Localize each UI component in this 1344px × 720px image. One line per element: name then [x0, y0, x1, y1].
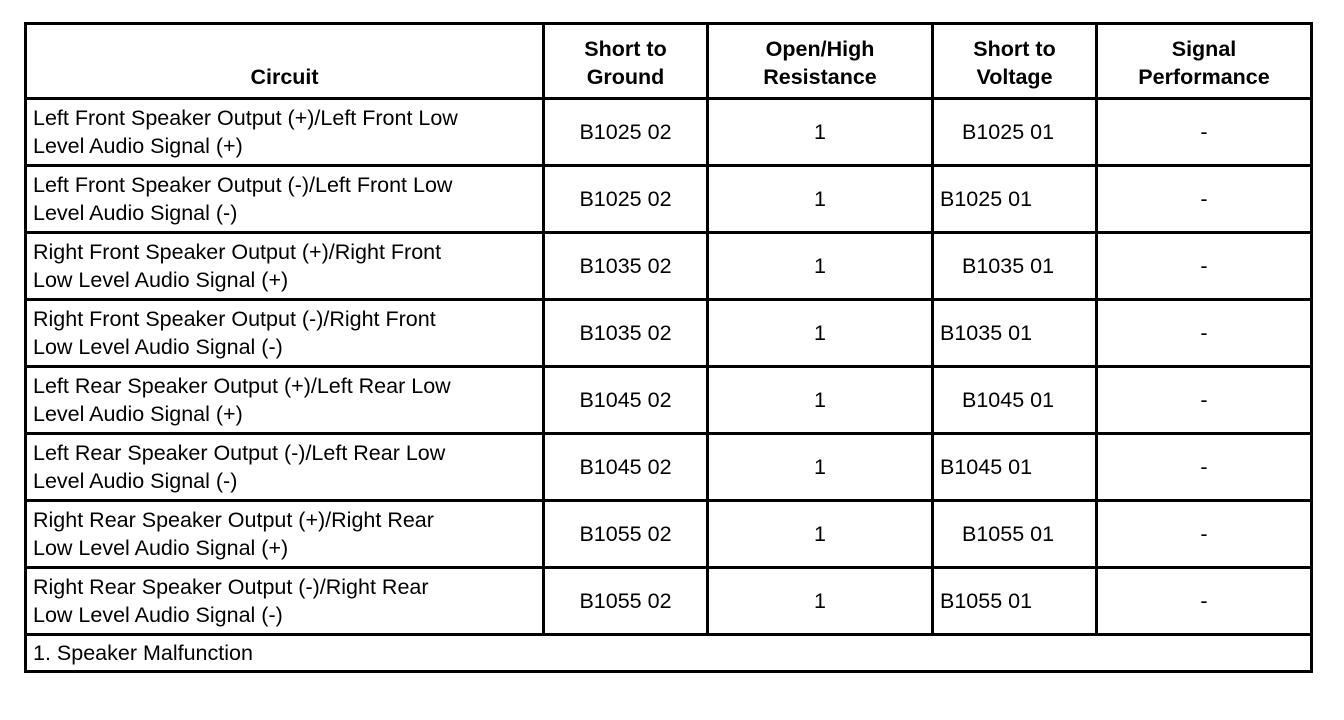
open-high-resistance-cell: 1	[708, 166, 933, 233]
header-signal-performance	[1097, 24, 1312, 99]
circuit-line: Left Front Speaker Output (+)/Left Front Low	[33, 106, 458, 130]
circuit-line: Low Level Audio Signal (+)	[33, 268, 289, 292]
header-open-high-resistance-line-2: Resistance	[763, 65, 877, 89]
circuit-line: Left Rear Speaker Output (+)/Left Rear Low	[33, 374, 451, 398]
circuit-line: Level Audio Signal (-)	[33, 469, 238, 493]
header-circuit-line-1: Circuit	[250, 65, 319, 89]
circuit-cell	[26, 300, 544, 367]
table-row	[26, 166, 1312, 233]
table-row	[26, 99, 1312, 166]
circuit-cell	[26, 166, 544, 233]
header-signal-performance-line-2: Performance	[1138, 65, 1270, 89]
circuit-line: Left Rear Speaker Output (-)/Left Rear Low	[33, 441, 446, 465]
short-to-voltage-cell: B1035 01	[933, 233, 1097, 300]
table-row	[26, 434, 1312, 501]
short-to-ground-cell: B1035 02	[544, 233, 708, 300]
short-to-ground-cell: B1025 02	[544, 99, 708, 166]
circuit-line: Level Audio Signal (-)	[33, 201, 238, 225]
short-to-voltage-cell: B1035 01	[933, 300, 1097, 367]
open-high-resistance-cell: 1	[708, 300, 933, 367]
circuit-line: Right Front Speaker Output (+)/Right Front	[33, 240, 442, 264]
signal-performance-cell: -	[1097, 434, 1312, 501]
header-row	[26, 24, 1312, 99]
circuit-cell	[26, 568, 544, 635]
short-to-ground-cell: B1045 02	[544, 434, 708, 501]
short-to-voltage-cell: B1045 01	[933, 434, 1097, 501]
short-to-ground-cell: B1025 02	[544, 166, 708, 233]
table-row	[26, 300, 1312, 367]
circuit-cell	[26, 367, 544, 434]
short-to-voltage-cell: B1025 01	[933, 166, 1097, 233]
signal-performance-cell: -	[1097, 233, 1312, 300]
circuit-line: Level Audio Signal (+)	[33, 402, 243, 426]
signal-performance-cell: -	[1097, 300, 1312, 367]
footnote-row	[26, 635, 1312, 672]
signal-performance-cell: -	[1097, 166, 1312, 233]
circuit-line: Low Level Audio Signal (-)	[33, 603, 283, 627]
header-short-to-ground	[544, 24, 708, 99]
table-row	[26, 233, 1312, 300]
open-high-resistance-cell: 1	[708, 434, 933, 501]
short-to-voltage-cell: B1055 01	[933, 501, 1097, 568]
circuit-line: Left Front Speaker Output (-)/Left Front Low	[33, 173, 453, 197]
signal-performance-cell: -	[1097, 99, 1312, 166]
footnote: 1. Speaker Malfunction	[26, 635, 1312, 672]
header-short-to-ground-line-1: Short to	[584, 37, 667, 61]
circuit-line: Low Level Audio Signal (-)	[33, 335, 283, 359]
table-body	[26, 99, 1312, 635]
header-short-to-voltage-line-1: Short to	[973, 37, 1056, 61]
open-high-resistance-cell: 1	[708, 233, 933, 300]
signal-performance-cell: -	[1097, 568, 1312, 635]
circuit-cell	[26, 501, 544, 568]
open-high-resistance-cell: 1	[708, 568, 933, 635]
short-to-ground-cell: B1055 02	[544, 501, 708, 568]
short-to-ground-cell: B1045 02	[544, 367, 708, 434]
header-signal-performance-line-1: Signal	[1171, 37, 1237, 61]
circuit-cell	[26, 99, 544, 166]
circuit-cell	[26, 233, 544, 300]
short-to-voltage-cell: B1045 01	[933, 367, 1097, 434]
short-to-voltage-cell: B1025 01	[933, 99, 1097, 166]
header-short-to-voltage	[933, 24, 1097, 99]
header-short-to-voltage-line-2: Voltage	[976, 65, 1053, 89]
circuit-line: Right Rear Speaker Output (+)/Right Rear	[33, 508, 434, 532]
circuit-line: Low Level Audio Signal (+)	[33, 536, 289, 560]
circuit-line: Right Front Speaker Output (-)/Right Front	[33, 307, 436, 331]
table-row	[26, 367, 1312, 434]
circuit-line: Right Rear Speaker Output (-)/Right Rear	[33, 575, 429, 599]
circuit-line: Level Audio Signal (+)	[33, 134, 243, 158]
open-high-resistance-cell: 1	[708, 367, 933, 434]
header-circuit	[26, 24, 544, 99]
short-to-voltage-cell: B1055 01	[933, 568, 1097, 635]
short-to-ground-cell: B1035 02	[544, 300, 708, 367]
open-high-resistance-cell: 1	[708, 501, 933, 568]
open-high-resistance-cell: 1	[708, 99, 933, 166]
header-open-high-resistance-line-1: Open/High	[765, 37, 875, 61]
circuit-cell	[26, 434, 544, 501]
table-row	[26, 568, 1312, 635]
diagnostic-table	[24, 22, 1313, 673]
table-row	[26, 501, 1312, 568]
short-to-ground-cell: B1055 02	[544, 568, 708, 635]
header-short-to-ground-line-2: Ground	[586, 65, 665, 89]
signal-performance-cell: -	[1097, 367, 1312, 434]
header-open-high-resistance	[708, 24, 933, 99]
signal-performance-cell: -	[1097, 501, 1312, 568]
